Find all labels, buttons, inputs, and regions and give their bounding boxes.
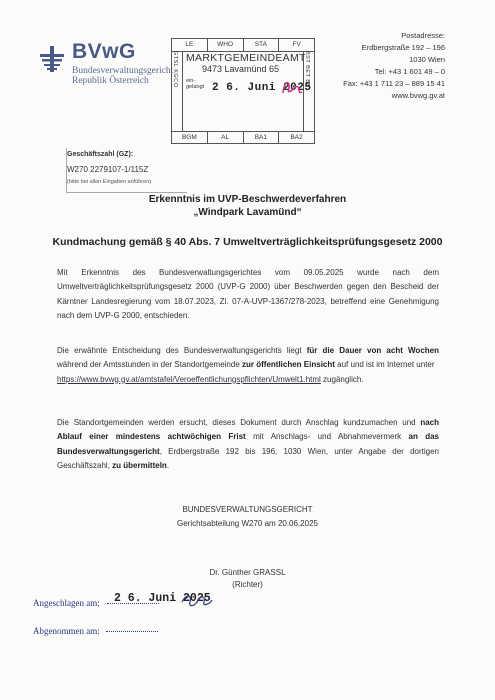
removed-line bbox=[106, 631, 158, 632]
case-number-label: Geschäftszahl (GZ): bbox=[67, 151, 134, 158]
case-number-block bbox=[67, 151, 151, 185]
stamp-right-column: BST BET BS1 bbox=[303, 51, 314, 132]
stamp-footer: BGM AL BA1 BA2 bbox=[172, 131, 314, 143]
stamp-office-name: MARKTGEMEINDEAMT bbox=[186, 52, 306, 64]
paragraph-decision: Mit Erkenntnis des Bundesverwaltungsgerichtes vom 09.05.2025 wurde nach dem Umweltverträglichkeitsprüfungsgesetz 2000 (UVP-G 2000) über Beschwerden gegen den Bescheid der Kärntner Landesregierung vom 18.07.2023, Zl. 07-A-UVP-1367/278-2023, betreffend eine Genehmigung nach dem UVP-G 2000, entschieden. bbox=[57, 268, 439, 320]
logo-subtitle: Bundesverwaltungsgericht Republik Österreich bbox=[72, 66, 174, 86]
stamp-office-address: 9473 Lavamünd 65 bbox=[202, 64, 280, 74]
case-number: W270 2279107-1/115Z bbox=[67, 165, 149, 174]
handwritten-initials bbox=[280, 77, 304, 97]
paragraph-request: Die Standortgemeinden werden ersucht, dieses Dokument durch Anschlag kundzumachen und nach Ablauf einer mindestens achtwöchigen Frist mit Anschlags- und Abnahmevermerk an das Bundesverwaltungsgericht, Erdbergstraße 192 bis 196, 1030 Wien, unter Angabe der dortigen Geschäftszahl, zu übermitteln. bbox=[57, 418, 440, 470]
stamp-received-label: ein- gelangt bbox=[186, 78, 205, 90]
judge-role: (Richter) bbox=[232, 580, 263, 589]
project-title: „Windpark Lavamünd“ bbox=[193, 207, 302, 218]
stamp-left-column: GTSL KGCO bbox=[172, 51, 183, 132]
stamp-header: LE WHO STA FV bbox=[172, 39, 314, 52]
logo-title: BVwG bbox=[72, 40, 136, 63]
publication-link[interactable]: https://www.bvwg.gv.at/amtstafel/Veroeffentlichungspflichten/Umwelt1.html bbox=[57, 374, 321, 384]
posted-label: Angeschlagen am: bbox=[33, 598, 100, 608]
posted-signature bbox=[180, 590, 214, 610]
case-number-hint: (bitte bei allen Eingaben anführen) bbox=[67, 179, 152, 185]
announcement-heading: Kundmachung gemäß § 40 Abs. 7 Umweltverträglichkeitsprüfungsgesetz 2000 bbox=[52, 236, 443, 248]
paragraph-inspection: Die erwähnte Entscheidung des Bundesverwaltungsgerichts liegt für die Dauer von acht Wochen während der Amtsstunden in der Standortgemeinde zur öffentlichen Einsicht auf und ist im Internet unter https://www.bvwg.gv.at/amtstafel/Veroeffentlichungspflichten/Umwelt1.html zugänglich. bbox=[57, 346, 439, 384]
document-title: Erkenntnis im UVP-Beschwerdeverfahren bbox=[148, 194, 347, 205]
posted-date-stamp: 2 6. Juni 2025 bbox=[114, 592, 211, 605]
eagle-logo-icon bbox=[37, 44, 67, 74]
receipt-stamp bbox=[171, 38, 315, 144]
postal-address: Postadresse: Erdbergstraße 192 – 196 1030 Wien Tel: +43 1 601 49 – 0 Fax: +43 1 711 23 – 889 15 41 www.bvwg.gv.at bbox=[343, 31, 445, 100]
stamp-received-date: 2 6. Juni 2025 bbox=[212, 82, 312, 94]
removed-label: Abgenommen am: bbox=[33, 626, 100, 636]
judge-name: Dr. Günther GRASSL bbox=[209, 568, 286, 577]
court-name: BUNDESVERWALTUNGSGERICHT bbox=[182, 505, 313, 514]
court-department: Gerichtsabteilung W270 am 20.06.2025 bbox=[177, 519, 318, 528]
